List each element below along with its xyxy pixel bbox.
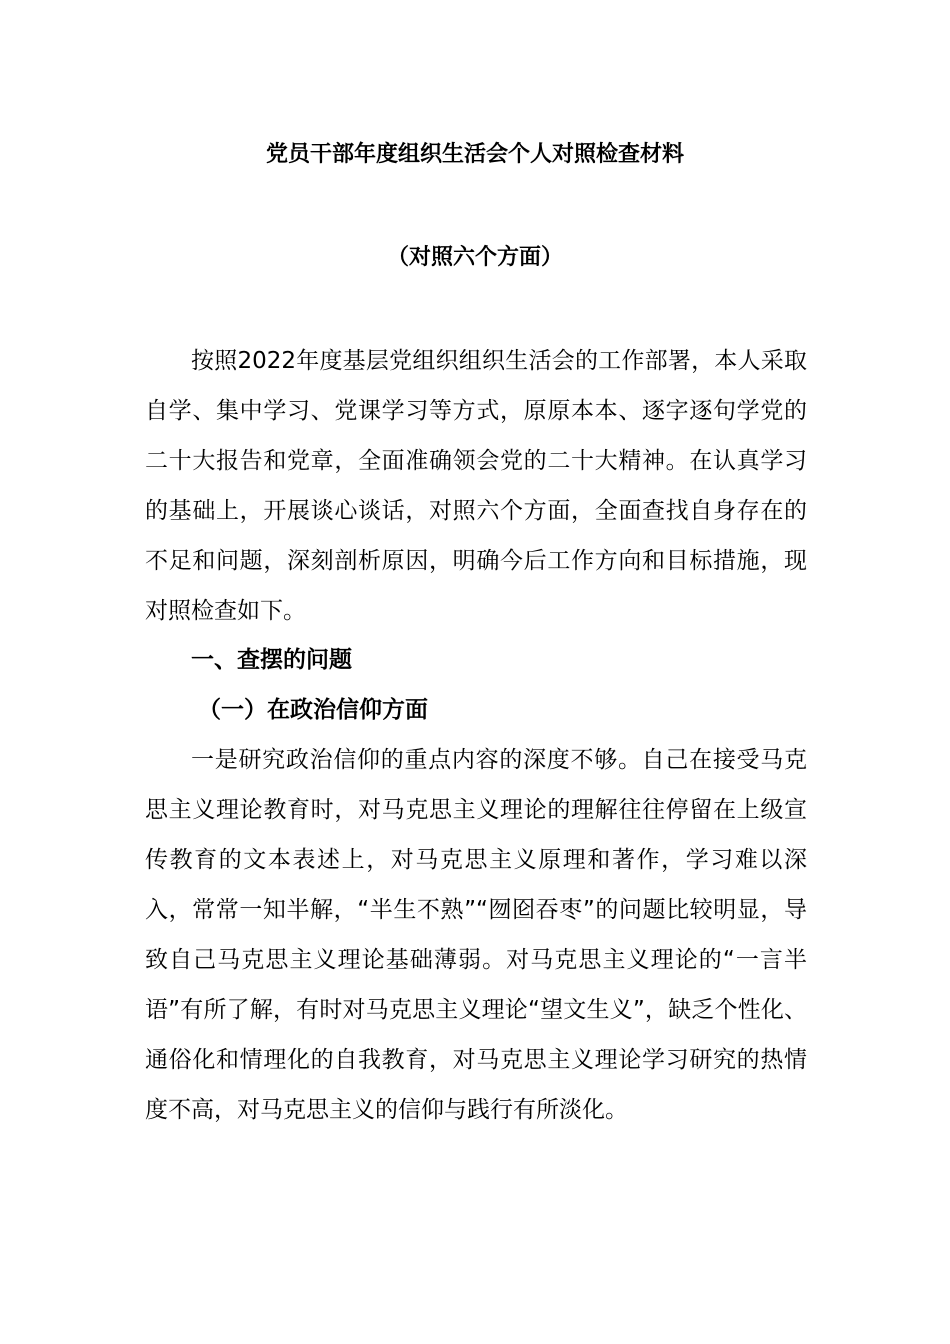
document-title: 党员干部年度组织生活会个人对照检查材料 xyxy=(265,142,684,167)
document-subtitle: （对照六个方面） xyxy=(386,245,563,270)
intro-paragraph: 按照2022年度基层党组织组织生活会的工作部署，本人采取自学、集中学习、党课学习等方式，原原本本、逐字逐句学党的二十大报告和党章，全面准确领会党的二十大精神。在认真学习的基础上，开展谈心谈话，对照六个方面，全面查找自身存在的不足和问题，深刻剖析原因，明确今后工作方向和目标措施，现对照检查如下。 xyxy=(145,348,807,624)
subsection-heading: （一）在政治信仰方面 xyxy=(198,697,428,723)
section-heading: 一、查摆的问题 xyxy=(191,647,352,673)
body-paragraph: 一是研究政治信仰的重点内容的深度不够。自己在接受马克思主义理论教育时，对马克思主义理论的理解往往停留在上级宣传教育的文本表述上，对马克思主义原理和著作，学习难以深入，常常一知半解，“半生不熟”“囫囵吞枣”的问题比较明显，导致自己马克思主义理论基础薄弱。对马克思主义理论的“一言半语”有所了解，有时对马克思主义理论“望文生义”，缺乏个性化、通俗化和情理化的自我教育，对马克思主义理论学习研究的热情度不高，对马克思主义的信仰与践行有所淡化。 xyxy=(145,747,807,1123)
